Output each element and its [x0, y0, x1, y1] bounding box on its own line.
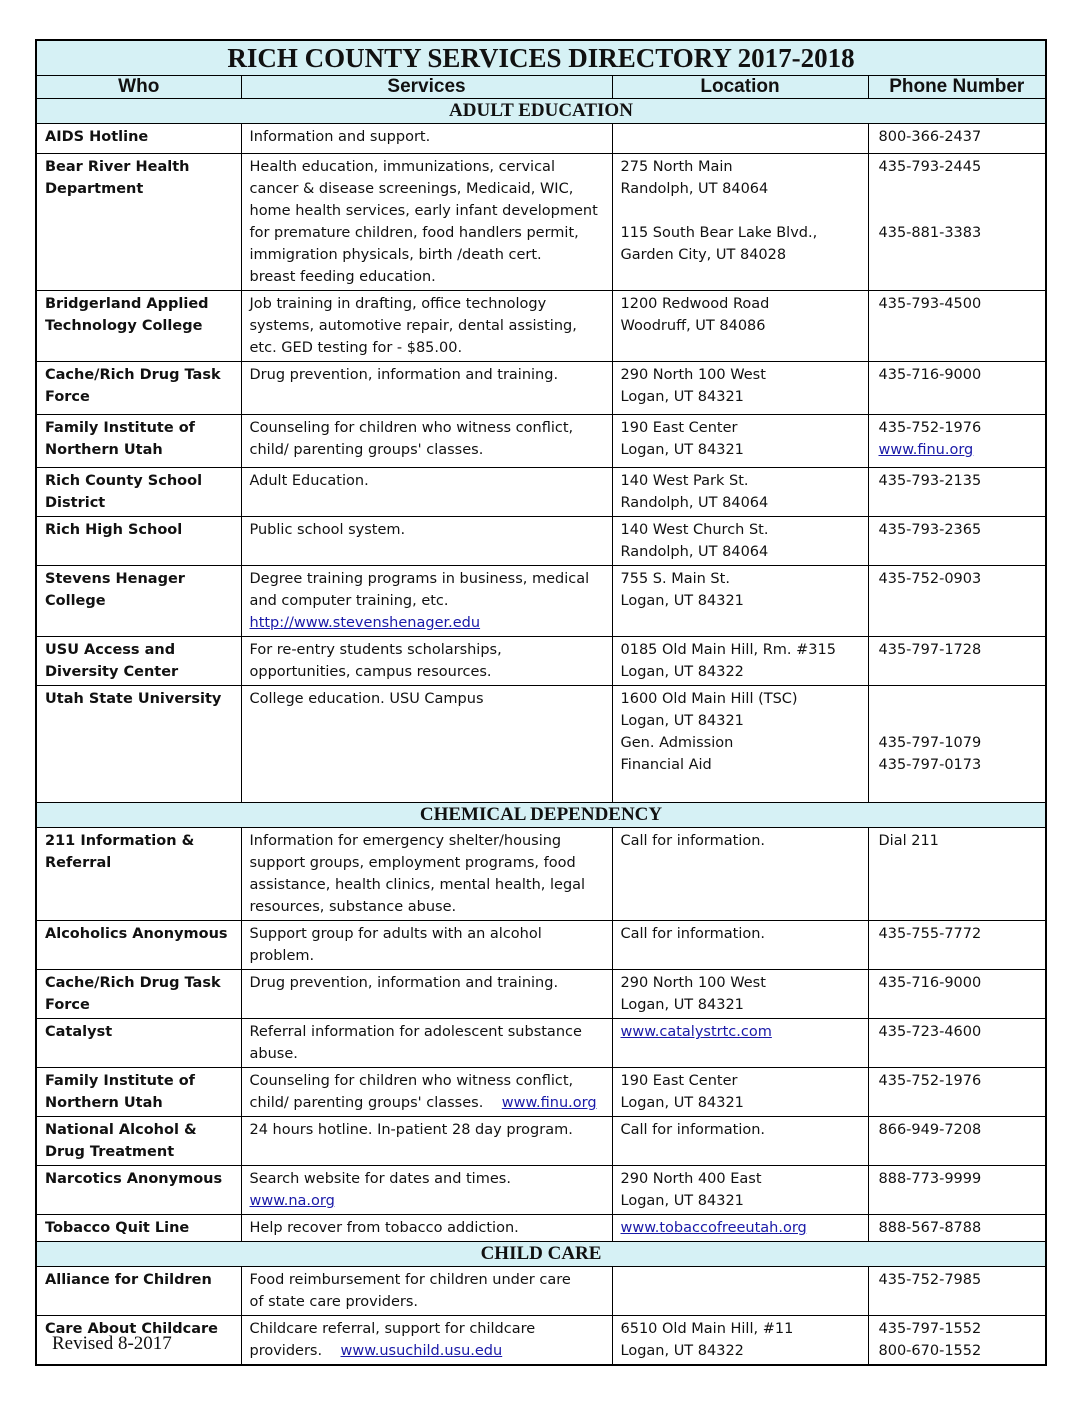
service-description: Counseling for children who witness conflict,	[249, 420, 574, 436]
organization-name: Northern Utah	[45, 442, 163, 458]
service-description: Public school system.	[249, 522, 406, 538]
address-line: Gen. Admission	[620, 735, 734, 751]
phone-cell	[868, 362, 1046, 415]
phone-number: 800-670-1552	[878, 1343, 982, 1359]
service-description: breast feeding education.	[249, 269, 436, 285]
phone-cell	[868, 1166, 1046, 1215]
table-row	[36, 1215, 1046, 1242]
who-cell	[36, 468, 241, 517]
services-cell	[241, 154, 612, 291]
address-line: Call for information.	[620, 926, 766, 942]
location-cell	[612, 828, 868, 921]
who-cell	[36, 124, 241, 154]
organization-name: Care About Childcare	[45, 1321, 218, 1337]
phone-number: 800-366-2437	[878, 129, 982, 145]
address-line: Logan, UT 84321	[620, 442, 744, 458]
section-header-chemical-dependency: CHEMICAL DEPENDENCY	[36, 803, 1046, 828]
location-link-line	[621, 1217, 864, 1239]
service-description: Job training in drafting, office technology	[249, 296, 547, 312]
organization-name: Force	[45, 389, 90, 405]
service-description: resources, substance abuse.	[249, 899, 457, 915]
who-cell	[36, 154, 241, 291]
address-line: Financial Aid	[620, 757, 712, 773]
address-line: 140 West Park St.	[620, 473, 749, 489]
address-line: Logan, UT 84321	[620, 713, 744, 729]
phone-number: 435-752-7985	[878, 1272, 982, 1288]
column-header-services: Services	[241, 76, 612, 99]
organization-name: Family Institute of	[45, 420, 195, 436]
phone-cell	[868, 517, 1046, 566]
who-cell	[36, 362, 241, 415]
service-description: systems, automotive repair, dental assisting,	[249, 318, 577, 334]
address-line: 755 S. Main St.	[620, 571, 730, 587]
location-cell	[612, 362, 868, 415]
address-line: 1200 Redwood Road	[620, 296, 770, 312]
column-header-who: Who	[36, 76, 241, 99]
table-row	[36, 828, 1046, 921]
website-link[interactable]: www.usuchild.usu.edu	[340, 1343, 503, 1359]
service-description: Support group for adults with an alcohol	[249, 926, 542, 942]
website-link[interactable]: www.na.org	[249, 1193, 335, 1209]
address-line: 290 North 400 East	[620, 1171, 762, 1187]
service-description: support groups, employment programs, food	[249, 855, 576, 871]
phone-number: 435-797-1552	[878, 1321, 982, 1337]
who-cell	[36, 415, 241, 468]
table-row	[36, 1117, 1046, 1166]
service-description: child/ parenting groups' classes.	[249, 442, 484, 458]
services-cell	[241, 1215, 612, 1242]
phone-cell	[868, 1068, 1046, 1117]
who-cell	[36, 1166, 241, 1215]
services-cell	[241, 1267, 612, 1316]
organization-name: National Alcohol &	[45, 1122, 197, 1138]
phone-number: 435-752-1976	[878, 1073, 982, 1089]
organization-name: Bridgerland Applied	[45, 296, 209, 312]
address-line: Logan, UT 84322	[620, 1343, 744, 1359]
address-line: Garden City, UT 84028	[620, 247, 787, 263]
table-row	[36, 921, 1046, 970]
phone-cell	[868, 291, 1046, 362]
organization-name: Department	[45, 181, 144, 197]
services-cell	[241, 468, 612, 517]
phone-number: 435-793-4500	[878, 296, 982, 312]
table-row	[36, 970, 1046, 1019]
address-line: 0185 Old Main Hill, Rm. #315	[620, 642, 836, 658]
phone-number: 435-755-7772	[878, 926, 982, 942]
address-line: 190 East Center	[620, 420, 738, 436]
service-description: Information for emergency shelter/housing	[249, 833, 562, 849]
location-cell	[612, 1316, 868, 1366]
service-description: Information and support.	[249, 129, 431, 145]
address-line: Logan, UT 84322	[620, 664, 744, 680]
address-line: Randolph, UT 84064	[620, 544, 769, 560]
services-cell	[241, 828, 612, 921]
services-cell	[241, 291, 612, 362]
organization-name: Family Institute of	[45, 1073, 195, 1089]
location-cell	[612, 921, 868, 970]
table-row	[36, 637, 1046, 686]
phone-number: 435-752-1976	[878, 420, 982, 436]
organization-name: Rich High School	[45, 522, 183, 538]
service-description: of state care providers.	[249, 1294, 419, 1310]
spacer	[621, 200, 864, 222]
service-description: Search website for dates and times.	[249, 1171, 511, 1187]
address-line: 290 North 100 West	[620, 975, 766, 991]
who-cell	[36, 1019, 241, 1068]
services-cell	[241, 415, 612, 468]
organization-name: AIDS Hotline	[45, 129, 149, 145]
address-line: Logan, UT 84321	[620, 389, 744, 405]
address-line: 115 South Bear Lake Blvd.,	[620, 225, 818, 241]
page-title: RICH COUNTY SERVICES DIRECTORY 2017-2018	[36, 40, 1046, 76]
spacer	[879, 710, 1042, 732]
service-line	[250, 1340, 608, 1362]
phone-number: 435-793-2135	[878, 473, 982, 489]
phone-link-line	[879, 439, 1042, 461]
column-header-location: Location	[612, 76, 868, 99]
service-description: etc. GED testing for - $85.00.	[249, 340, 463, 356]
organization-name: Rich County School	[45, 473, 203, 489]
organization-name: Cache/Rich Drug Task	[45, 367, 221, 383]
spacer	[879, 688, 1042, 710]
directory-table	[35, 39, 1047, 1366]
service-description: Degree training programs in business, medical	[249, 571, 590, 587]
who-cell	[36, 291, 241, 362]
service-description: Referral information for adolescent substance	[249, 1024, 582, 1040]
organization-name: Diversity Center	[45, 664, 179, 680]
service-description: Health education, immunizations, cervical	[249, 159, 555, 175]
location-cell	[612, 154, 868, 291]
location-link-line	[621, 1021, 864, 1043]
who-cell	[36, 1117, 241, 1166]
services-cell	[241, 921, 612, 970]
address-line: Logan, UT 84321	[620, 997, 744, 1013]
phone-number: 435-723-4600	[878, 1024, 982, 1040]
address-line: 6510 Old Main Hill, #11	[620, 1321, 794, 1337]
phone-cell	[868, 686, 1046, 803]
phone-cell	[868, 1215, 1046, 1242]
organization-name: Alliance for Children	[45, 1272, 212, 1288]
table-row	[36, 468, 1046, 517]
location-cell	[612, 415, 868, 468]
section-row	[36, 1242, 1046, 1267]
service-description: Counseling for children who witness conflict,	[249, 1073, 574, 1089]
location-cell	[612, 1068, 868, 1117]
organization-name: Cache/Rich Drug Task	[45, 975, 221, 991]
table-row	[36, 415, 1046, 468]
address-line: Call for information.	[620, 833, 766, 849]
service-description: problem.	[249, 948, 315, 964]
address-line: Call for information.	[620, 1122, 766, 1138]
phone-number: 888-567-8788	[878, 1220, 982, 1236]
organization-name: Drug Treatment	[45, 1144, 175, 1160]
organization-name: Utah State University	[45, 691, 222, 707]
service-description: providers.	[249, 1343, 323, 1359]
phone-number: 435-793-2445	[878, 159, 982, 175]
organization-name: Force	[45, 997, 90, 1013]
organization-name: Alcoholics Anonymous	[45, 926, 228, 942]
location-cell	[612, 1267, 868, 1316]
table-row	[36, 1316, 1046, 1366]
service-description: Help recover from tobacco addiction.	[249, 1220, 519, 1236]
service-description: College education. USU Campus	[249, 691, 484, 707]
location-cell	[612, 291, 868, 362]
phone-number: 435-716-9000	[878, 975, 982, 991]
organization-name: 211 Information &	[45, 833, 195, 849]
spacer	[879, 178, 1042, 200]
services-cell	[241, 1316, 612, 1366]
location-cell	[612, 1166, 868, 1215]
who-cell	[36, 1068, 241, 1117]
services-cell	[241, 1068, 612, 1117]
phone-number: 888-773-9999	[878, 1171, 982, 1187]
organization-name: Technology College	[45, 318, 203, 334]
phone-cell	[868, 921, 1046, 970]
services-cell	[241, 566, 612, 637]
organization-name: District	[45, 495, 106, 511]
table-row	[36, 566, 1046, 637]
service-line	[250, 1092, 608, 1114]
column-header-phone: Phone Number	[868, 76, 1046, 99]
location-cell	[612, 970, 868, 1019]
location-cell	[612, 517, 868, 566]
service-description: Adult Education.	[249, 473, 369, 489]
website-link[interactable]: www.catalystrtc.com	[620, 1024, 772, 1040]
table-row	[36, 154, 1046, 291]
address-line: 140 West Church St.	[620, 522, 769, 538]
organization-name: Catalyst	[45, 1024, 113, 1040]
service-link-line	[250, 612, 608, 634]
service-description: Drug prevention, information and training.	[249, 975, 559, 991]
service-description: For re-entry students scholarships,	[249, 642, 502, 658]
phone-number: 435-752-0903	[878, 571, 982, 587]
service-description: immigration physicals, birth /death cert.	[249, 247, 542, 263]
phone-cell	[868, 828, 1046, 921]
services-cell	[241, 1117, 612, 1166]
phone-cell	[868, 1117, 1046, 1166]
who-cell	[36, 686, 241, 803]
table-row	[36, 1166, 1046, 1215]
who-cell	[36, 566, 241, 637]
location-cell	[612, 1215, 868, 1242]
service-description: 24 hours hotline. In-patient 28 day program.	[249, 1122, 573, 1138]
organization-name: Tobacco Quit Line	[45, 1220, 190, 1236]
location-cell	[612, 686, 868, 803]
location-cell	[612, 637, 868, 686]
organization-name: Northern Utah	[45, 1095, 163, 1111]
service-description: assistance, health clinics, mental health, legal	[249, 877, 586, 893]
website-link[interactable]: www.finu.org	[501, 1095, 597, 1111]
location-cell	[612, 468, 868, 517]
service-description: abuse.	[249, 1046, 298, 1062]
address-line: Logan, UT 84321	[620, 593, 744, 609]
phone-cell	[868, 154, 1046, 291]
address-line: 1600 Old Main Hill (TSC)	[620, 691, 798, 707]
table-row	[36, 517, 1046, 566]
service-description: home health services, early infant development	[249, 203, 598, 219]
service-link-line	[250, 1190, 608, 1212]
phone-number: 435-881-3383	[878, 225, 982, 241]
service-description: opportunities, campus resources.	[249, 664, 492, 680]
section-row	[36, 803, 1046, 828]
services-cell	[241, 362, 612, 415]
location-cell	[612, 124, 868, 154]
phone-number: 435-797-1079	[878, 735, 982, 751]
phone-cell	[868, 1316, 1046, 1366]
services-cell	[241, 686, 612, 803]
organization-name: Stevens Henager	[45, 571, 185, 587]
phone-cell	[868, 1267, 1046, 1316]
service-description: for premature children, food handlers permit,	[249, 225, 579, 241]
address-line: Woodruff, UT 84086	[620, 318, 766, 334]
table-row	[36, 1019, 1046, 1068]
who-cell	[36, 517, 241, 566]
phone-cell	[868, 566, 1046, 637]
website-link[interactable]: www.finu.org	[878, 442, 974, 458]
phone-number: 866-949-7208	[878, 1122, 982, 1138]
services-cell	[241, 970, 612, 1019]
who-cell	[36, 828, 241, 921]
services-cell	[241, 1019, 612, 1068]
who-cell	[36, 921, 241, 970]
address-line: Logan, UT 84321	[620, 1095, 744, 1111]
phone-number: 435-716-9000	[878, 367, 982, 383]
service-description: Food reimbursement for children under care	[249, 1272, 571, 1288]
address-line: 275 North Main	[620, 159, 733, 175]
website-link[interactable]: www.tobaccofreeutah.org	[620, 1220, 807, 1236]
table-row	[36, 686, 1046, 803]
website-link[interactable]: http://www.stevenshenager.edu	[249, 615, 481, 631]
phone-cell	[868, 124, 1046, 154]
organization-name: Bear River Health	[45, 159, 190, 175]
address-line: Randolph, UT 84064	[620, 181, 769, 197]
services-cell	[241, 1166, 612, 1215]
phone-cell	[868, 415, 1046, 468]
table-row	[36, 291, 1046, 362]
phone-number: 435-797-1728	[878, 642, 982, 658]
who-cell	[36, 1267, 241, 1316]
address-line: 190 East Center	[620, 1073, 738, 1089]
who-cell	[36, 1215, 241, 1242]
section-row	[36, 99, 1046, 124]
table-row	[36, 362, 1046, 415]
who-cell	[36, 637, 241, 686]
phone-cell	[868, 468, 1046, 517]
phone-cell	[868, 970, 1046, 1019]
services-cell	[241, 124, 612, 154]
service-description: cancer & disease screenings, Medicaid, WIC,	[249, 181, 574, 197]
section-header-adult-education: ADULT EDUCATION	[36, 99, 1046, 124]
services-cell	[241, 637, 612, 686]
address-line: Randolph, UT 84064	[620, 495, 769, 511]
location-cell	[612, 1117, 868, 1166]
directory-body	[36, 99, 1046, 1366]
table-row	[36, 124, 1046, 154]
address-line: 290 North 100 West	[620, 367, 766, 383]
organization-name: Referral	[45, 855, 112, 871]
organization-name: Narcotics Anonymous	[45, 1171, 223, 1187]
location-cell	[612, 1019, 868, 1068]
organization-name: USU Access and	[45, 642, 176, 658]
spacer	[322, 1343, 340, 1359]
who-cell	[36, 970, 241, 1019]
location-cell	[612, 566, 868, 637]
phone-number: 435-793-2365	[878, 522, 982, 538]
organization-name: College	[45, 593, 106, 609]
spacer	[879, 200, 1042, 222]
address-line: Logan, UT 84321	[620, 1193, 744, 1209]
phone-number: Dial 211	[878, 833, 939, 849]
table-row	[36, 1068, 1046, 1117]
service-description: and computer training, etc.	[249, 593, 449, 609]
section-header-child-care: CHILD CARE	[36, 1242, 1046, 1267]
phone-cell	[868, 1019, 1046, 1068]
service-description: Childcare referral, support for childcare	[249, 1321, 536, 1337]
phone-number: 435-797-0173	[878, 757, 982, 773]
spacer	[483, 1095, 501, 1111]
revision-note: Revised 8-2017	[52, 1333, 172, 1354]
services-cell	[241, 517, 612, 566]
table-row	[36, 1267, 1046, 1316]
phone-cell	[868, 637, 1046, 686]
service-description: child/ parenting groups' classes.	[249, 1095, 484, 1111]
service-description: Drug prevention, information and training.	[249, 367, 559, 383]
